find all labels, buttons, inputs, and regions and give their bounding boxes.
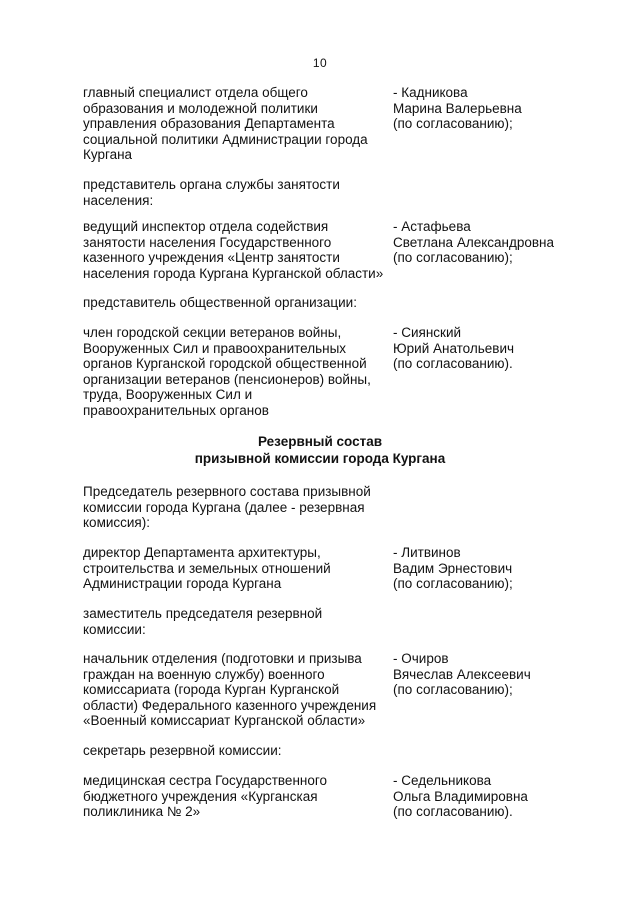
member-name-kadnikova: - Кадникова Марина Валерьевна (по согласованию); (393, 85, 522, 132)
member-position-kadnikova: главный специалист отдела общего образования и молодежной политики управления образования Департамента социальной политики Администрации города Кургана (83, 85, 368, 163)
reserve-secretary-position: медицинская сестра Государственного бюджетного учреждения «Курганская поликлиника № 2» (83, 773, 327, 820)
member-position-astafyeva: ведущий инспектор отдела содействия занятости населения Государственного казенного учреждения «Центр занятости населения города Кургана Курганской области» (83, 219, 384, 281)
member-position-siyansky: член городской секции ветеранов войны, Вооруженных Сил и правоохранительных органов Курганской городской общественной организации ветеранов (пенсионеров) войны, труда, Вооруженных Сил и правоохранительных органов (83, 325, 371, 418)
reserve-deputy-position: начальник отделения (подготовки и призыва граждан на военную службу) военного комиссариата (города Курган Курганской области) Федерального казенного учреждения «Военный комиссариат Курганской области» (83, 651, 377, 729)
reserve-chair-position: директор Департамента архитектуры, строительства и земельных отношений Администрации города Кургана (83, 545, 331, 592)
reserve-section-heading: Резервный состав призывной комиссии города Кургана (194, 434, 446, 466)
reserve-secretary-name: - Седельникова Ольга Владимировна (по согласованию). (393, 773, 528, 820)
group-label-public-organization: представитель общественной организации: (83, 295, 357, 310)
page-number: 10 (312, 56, 328, 70)
reserve-chair-name: - Литвинов Вадим Эрнестович (по согласованию); (393, 545, 513, 592)
member-name-siyansky: - Сиянский Юрий Анатольевич (по согласованию). (393, 325, 515, 372)
reserve-deputy-label: заместитель председателя резервной комиссии: (83, 606, 323, 637)
reserve-chair-label: Председатель резервного состава призывной комиссии города Кургана (далее - резервная комиссия): (83, 484, 371, 531)
reserve-secretary-label: секретарь резервной комиссии: (83, 743, 282, 758)
member-name-astafyeva: - Астафьева Светлана Александровна (по согласованию); (393, 219, 555, 266)
group-label-employment-service: представитель органа службы занятости населения: (83, 177, 340, 208)
reserve-deputy-name: - Очиров Вячеслав Алексеевич (по согласованию); (393, 651, 531, 698)
